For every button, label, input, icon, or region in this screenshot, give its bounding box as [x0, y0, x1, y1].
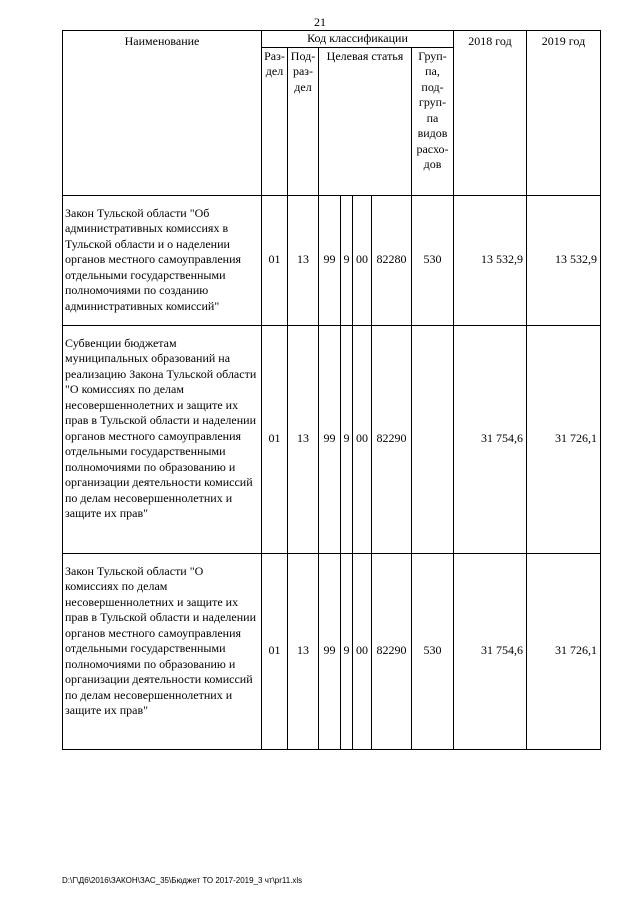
row-target-3: 00	[353, 195, 372, 325]
row-target-4: 82280	[372, 195, 412, 325]
row-value-2018: 13 532,9	[454, 195, 527, 325]
file-path-footer: D:\Г\Д6\2016\ЗАКОН\ЗАС_35\Бюджет ТО 2017-2019_3 чт\pr11.xls	[62, 876, 303, 885]
header-year-2019: 2019 год	[527, 31, 601, 196]
row-razdel: 01	[262, 325, 288, 553]
row-value-2019: 31 726,1	[527, 325, 601, 553]
row-podrazdel: 13	[288, 325, 319, 553]
row-value-2018: 31 754,6	[454, 325, 527, 553]
row-target-3: 00	[353, 325, 372, 553]
row-group: 530	[412, 195, 454, 325]
row-name: Субвенции бюджетам муниципальных образований на реализацию Закона Тульской области "О комиссиях по делам несовершеннолетних и защите их прав в Тульской области и наделении органов местного самоуправления отдельными государственными полномочиями по образованию и организации деятельности комиссий по делам несовершеннолетних и защите их прав"	[63, 325, 262, 553]
row-target-1: 99	[319, 553, 341, 749]
table-row	[63, 553, 601, 749]
row-razdel: 01	[262, 195, 288, 325]
row-group	[412, 325, 454, 553]
row-target-2: 9	[341, 325, 353, 553]
table-row	[63, 325, 601, 553]
row-target-2: 9	[341, 553, 353, 749]
header-name: Наименование	[63, 31, 262, 196]
row-target-2: 9	[341, 195, 353, 325]
header-year-2018: 2018 год	[454, 31, 527, 196]
row-name: Закон Тульской области "О комиссиях по делам несовершеннолетних и защите их прав в Тульской области и наделении органов местного самоуправления отдельными государственными полномочиями по образованию и организации деятельности комиссий по делам несовершеннолетних и защите их прав"	[63, 553, 262, 749]
row-value-2019: 13 532,9	[527, 195, 601, 325]
row-target-3: 00	[353, 553, 372, 749]
row-target-4: 82290	[372, 325, 412, 553]
row-razdel: 01	[262, 553, 288, 749]
row-value-2018: 31 754,6	[454, 553, 527, 749]
row-target-1: 99	[319, 325, 341, 553]
table-row	[63, 195, 601, 325]
row-podrazdel: 13	[288, 553, 319, 749]
row-value-2019: 31 726,1	[527, 553, 601, 749]
row-group: 530	[412, 553, 454, 749]
row-target-4: 82290	[372, 553, 412, 749]
header-target-article: Целевая статья	[319, 47, 412, 195]
row-name: Закон Тульской области "Об административных комиссиях в Тульской области и о наделении органов местного самоуправления отдельными государственными полномочиями по созданию административных комиссий"	[63, 195, 262, 325]
header-razdel: Раз- дел	[262, 47, 288, 195]
row-podrazdel: 13	[288, 195, 319, 325]
page-number: 21	[314, 15, 326, 29]
header-classification: Код классификации	[262, 31, 454, 48]
header-group: Груп- па, под- груп- па видов расхо- дов	[412, 47, 454, 195]
budget-table	[62, 30, 601, 750]
row-target-1: 99	[319, 195, 341, 325]
header-podrazdel: Под- раз- дел	[288, 47, 319, 195]
